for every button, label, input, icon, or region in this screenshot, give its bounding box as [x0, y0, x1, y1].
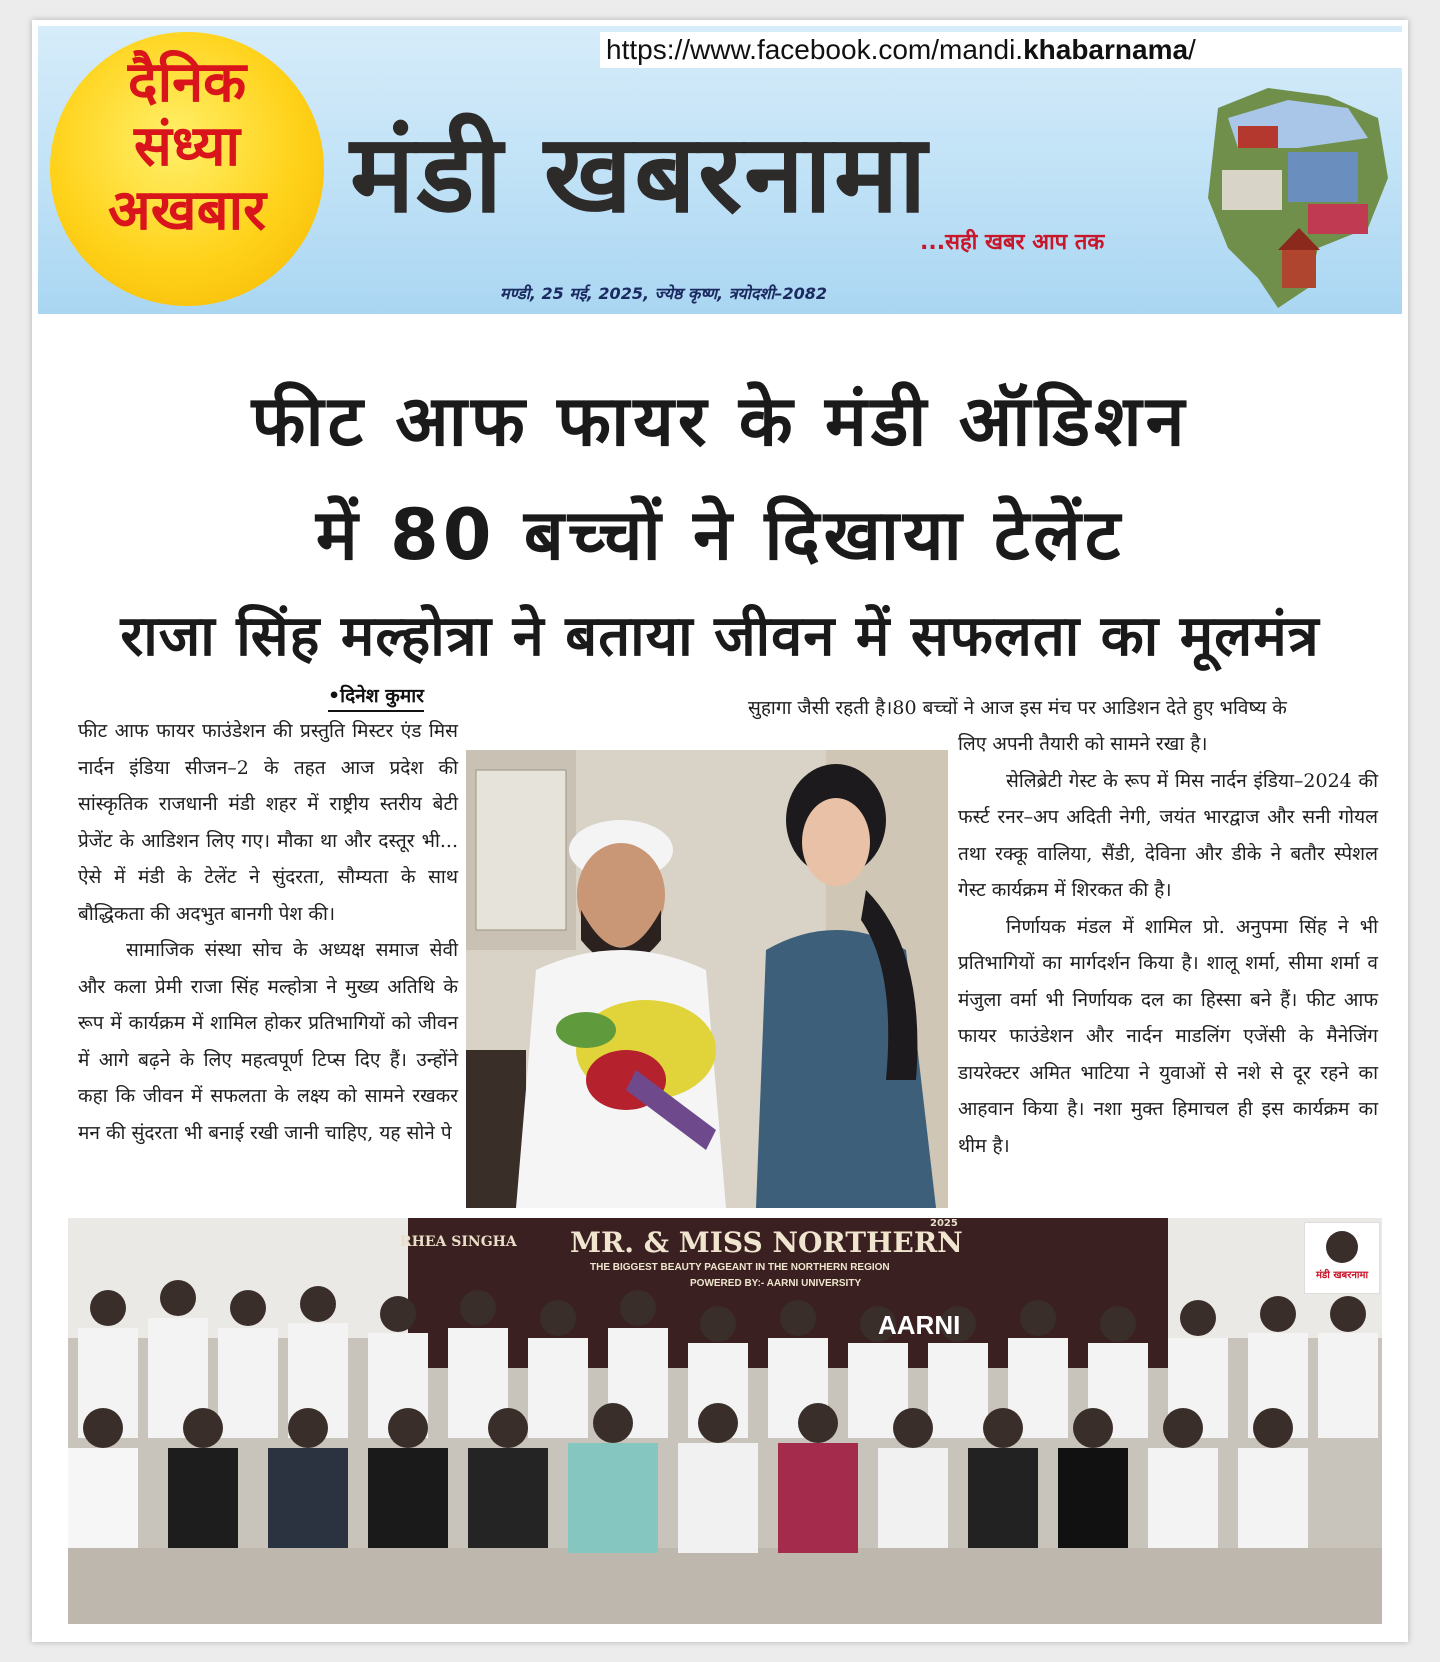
headline-line-1: फीट आफ फायर के मंडी ऑडिशन [251, 380, 1189, 462]
right-paragraph-3: निर्णायक मंडल में शामिल प्रो. अनुपमा सिंह ने भी प्रतिभागियों का मार्गदर्शन किया है। शालू शर्मा, सीमा शर्मा व मंजुला वर्मा भी निर्णायक दल का हिस्सा बने हैं। फीट आफ फायर फाउंडेशन और नार्दन माडलिंग एजेंसी के मैनेजिंग डायरेक्टर अमित भाटिया ने युवाओं से नशे से दूर रहने का आहवान किया है। नशा मुक्त हिमाचल ही इस कार्यक्रम का थीम है। [958, 915, 1378, 1157]
himachal-map-collage-icon [1198, 78, 1398, 318]
corner-logo-text: मंडी खबरनामा [1315, 1270, 1369, 1281]
corner-logo-icon [1304, 1222, 1380, 1294]
newspaper-title: मंडी खबरनामा [350, 112, 929, 237]
banner-title: MR. & MISS NORTHERN [570, 1226, 963, 1259]
left-paragraph-1: फीट आफ फायर फाउंडेशन की प्रस्तुति मिस्टर एंड मिस नार्दन इंडिया सीजन–2 के तहत आज प्रदेश की सांस्कृतिक राजधानी मंडी शहर में राष्ट्रीय स्तरीय बेटी प्रेजेंट के आडिशन लिए गए। मौका था और दस्तूर भी... ऐसे में मंडी के टेलेंट ने सुंदरता, सौम्यता के साथ बौद्धिकता की अदभुत बानगी पेश की। [78, 720, 458, 925]
facebook-url[interactable] [600, 32, 1402, 68]
newspaper-slogan: ...सही खबर आप तक [920, 230, 1105, 255]
subheadline: राजा सिंह मल्होत्रा ने बताया जीवन में सफलता का मूलमंत्र [120, 604, 1320, 669]
headline-line-2: में 80 बच्चों ने दिखाया टेलेंट [315, 494, 1125, 576]
tagline-line-3: अखबार [108, 177, 266, 243]
banner-brand: AARNI [878, 1310, 961, 1340]
right-paragraph-2: सेलिब्रेटी गेस्ट के रूप में मिस नार्दन इंडिया–2024 की फर्स्ट रनर–अप अदिती नेगी, जयंत भारद्वाज और सनी गोयल तथा रक्कू वालिया, सैंडी, देविना और डीके ने बतौर स्पेशल गेस्ट कार्यक्रम में शिरकत की है। [958, 769, 1378, 901]
article-right-column [958, 726, 1378, 1164]
right-paragraph-1-cont: लिए अपनी तैयारी को सामने रखा है। [958, 733, 1208, 755]
guest-bouquet-photo [466, 750, 948, 1208]
byline: •दिनेश कुमार [328, 682, 424, 712]
banner-powered-by: POWERED BY:- AARNI UNIVERSITY [690, 1278, 862, 1289]
tagline-line-1: दैनिक [127, 49, 247, 115]
dateline: मण्डी, 25 मई, 2025, ज्येष्ठ कृष्ण, त्रयोदशी–2082 [500, 284, 827, 303]
url-bold: khabarnama [1023, 34, 1189, 65]
url-prefix: https://www.facebook.com/mandi. [606, 34, 1024, 65]
banner-year: 2025 [930, 1218, 958, 1229]
masthead-tagline [52, 50, 322, 242]
left-paragraph-2: सामाजिक संस्था सोच के अध्यक्ष समाज सेवी और कला प्रेमी राजा सिंह मल्होत्रा ने मुख्य अतिथि के रूप में कार्यक्रम में शामिल होकर प्रतिभागियों को जीवन में आगे बढ़ने के लिए महत्वपूर्ण टिप्स दिए हैं। उन्होंने कहा कि जीवन में सफलता के लक्ष्य को सामने रखकर मन की सुंदरता भी बनाई रखी जानी चाहिए, यह सोने पे [78, 939, 458, 1144]
tagline-line-2: संध्या [134, 113, 240, 179]
banner-subtitle: THE BIGGEST BEAUTY PAGEANT IN THE NORTHERN REGION [590, 1262, 890, 1273]
right-top-line: सुहागा जैसी रहती है।80 बच्चों ने आज इस मंच पर आडिशन देते हुए भविष्य के [748, 697, 1287, 719]
url-suffix: / [1188, 34, 1196, 65]
article-left-column [78, 713, 458, 1151]
banner-rhea-text: RHEA SINGHA [400, 1234, 517, 1250]
